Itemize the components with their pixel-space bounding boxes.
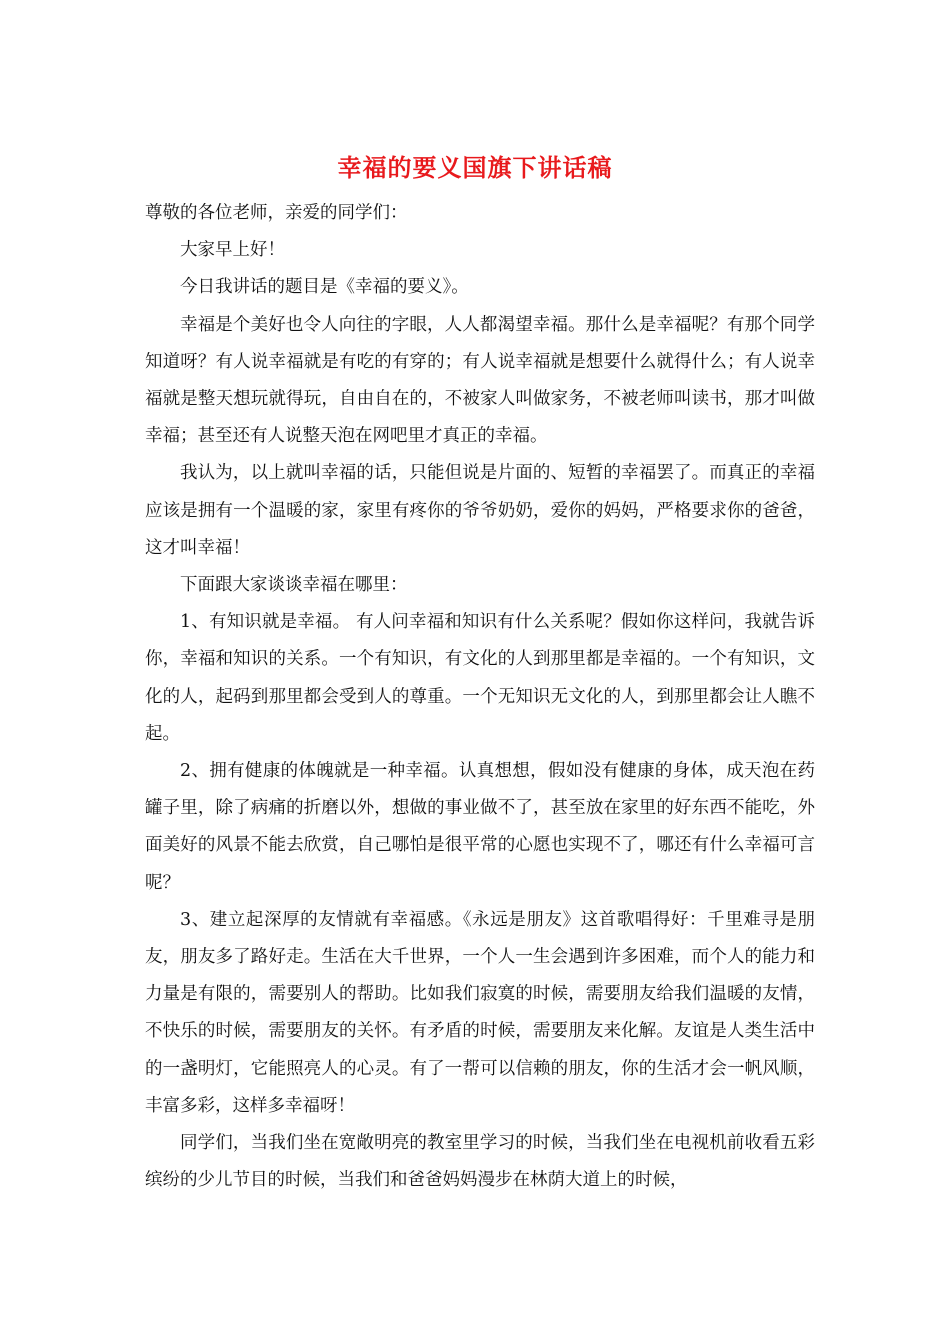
body-paragraph: 同学们，当我们坐在宽敞明亮的教室里学习的时候，当我们坐在电视机前收看五彩缤纷的少儿节目的时候，当我们和爸爸妈妈漫步在林荫大道上的时候，: [145, 1133, 815, 1191]
body-paragraph: 我认为，以上就叫幸福的话，只能但说是片面的、短暂的幸福罢了。而真正的幸福应该是拥有一个温暖的家，家里有疼你的爷爷奶奶，爱你的妈妈，严格要求你的爸爸，这才叫幸福！: [145, 463, 815, 558]
point-paragraph: 1、有知识就是幸福。 有人问幸福和知识有什么关系呢？假如你这样问，我就告诉你，幸福和知识的关系。一个有知识，有文化的人到那里都是幸福的。一个有知识，文化的人，起码到那里都会受到人的尊重。一个无知识无文化的人，到那里都会让人瞧不起。: [145, 612, 815, 744]
body-paragraph: 幸福是个美好也令人向往的字眼，人人都渴望幸福。那什么是幸福呢？有那个同学知道呀？有人说幸福就是有吃的有穿的；有人说幸福就是想要什么就得什么；有人说幸福就是整天想玩就得玩，自由自在的，不被家人叫做家务，不被老师叫读书，那才叫做幸福；甚至还有人说整天泡在网吧里才真正的幸福。: [145, 314, 815, 447]
salutation: 尊敬的各位老师，亲爱的同学们：: [145, 203, 408, 223]
body-paragraph: 下面跟大家谈谈幸福在哪里：: [180, 575, 408, 596]
topic-paragraph: 今日我讲话的题目是《幸福的要义》。: [180, 277, 469, 298]
point-paragraph: 3、建立起深厚的友情就有幸福感。《永远是朋友》这首歌唱得好：千里难寻是朋友，朋友多了路好走。生活在大千世界，一个人一生会遇到许多困难，而个人的能力和力量是有限的，需要别人的帮助。比如我们寂寞的时候，需要朋友给我们温暖的友情，不快乐的时候，需要朋友的关怀。有矛盾的时候，需要朋友来化解。友谊是人类生活中的一盏明灯，它能照亮人的心灵。有了一帮可以信赖的朋友，你的生活才会一帆风顺，丰富多彩，这样多幸福呀！: [145, 909, 815, 1116]
document-body: [145, 195, 815, 1199]
point-paragraph: 2、拥有健康的体魄就是一种幸福。认真想想，假如没有健康的身体，成天泡在药罐子里，除了病痛的折磨以外，想做的事业做不了，甚至放在家里的好东西不能吃，外面美好的风景不能去欣赏，自己哪怕是很平常的心愿也实现不了，哪还有什么幸福可言呢？: [145, 761, 815, 893]
document-title: 幸福的要义国旗下讲话稿: [337, 153, 613, 182]
greeting: 大家早上好！: [180, 240, 285, 261]
